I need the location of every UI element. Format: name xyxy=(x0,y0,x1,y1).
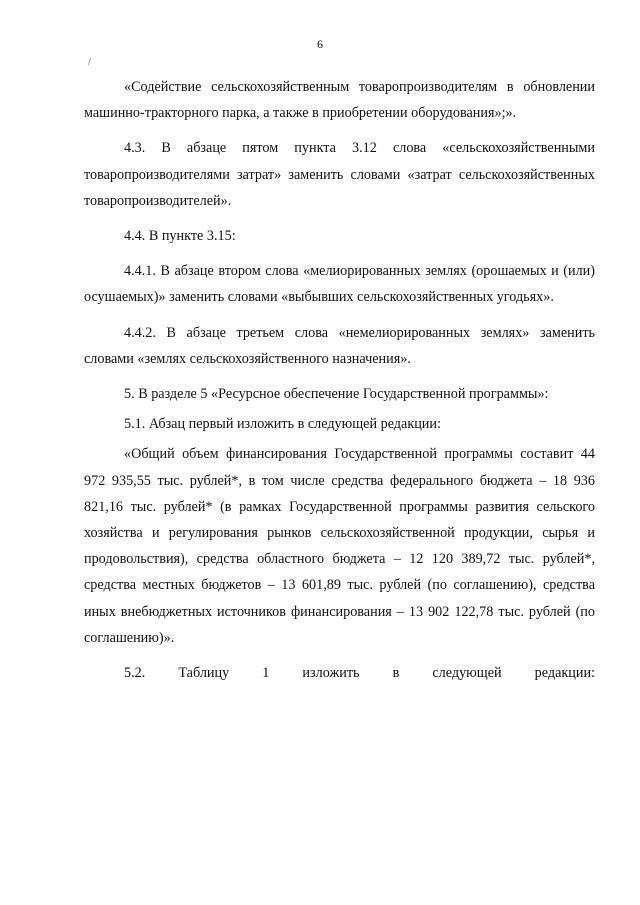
paragraph-5: 5. В разделе 5 «Ресурсное обеспечение Государственной программы»: xyxy=(124,386,549,403)
page-number: 6 xyxy=(317,37,323,51)
paragraph-4-4: 4.4. В пункте 3.15: xyxy=(124,228,236,245)
margin-mark: / xyxy=(88,56,92,68)
paragraph-4-4-2: 4.4.2. В абзаце третьем слова «немелиорированных землях» заменить словами «землях сельскохозяйственного назначения». xyxy=(84,324,595,367)
paragraph-4-3: 4.3. В абзаце пятом пункта 3.12 слова «сельскохозяйственными товаропроизводителями затрат» заменить словами «затрат сельскохозяйственных товаропроизводителей». xyxy=(84,140,595,209)
paragraph-intro-quote: «Содействие сельскохозяйственным товаропроизводителям в обновлении машинно-тракторного парка, а также в приобретении оборудования»;». xyxy=(84,79,595,122)
paragraph-5-1: 5.1. Абзац первый изложить в следующей редакции: xyxy=(124,416,441,433)
document-body xyxy=(84,74,595,695)
paragraph-funding-quote: «Общий объем финансирования Государственной программы составит 44 972 935,55 тыс. рублей*, в том числе средства федерального бюджета – 18 936 821,16 тыс. рублей* (в рамках Государственной программы развития сельского хозяйства и регулирования рынков сельскохозяйственной продукции, сырья и продовольствия), средства областного бюджета – 12 120 389,72 тыс. рублей*, средства местных бюджетов – 13 601,89 тыс. рублей (по соглашению), средства иных внебюджетных источников финансирования – 13 902 122,78 тыс. рублей (по соглашению)». xyxy=(84,446,595,646)
paragraph-5-2: 5.2. Таблицу 1 изложить в следующей редакции: xyxy=(124,665,595,682)
paragraph-4-4-1: 4.4.1. В абзаце втором слова «мелиорированных землях (орошаемых и (или) осушаемых)» заменить словами «выбывших сельскохозяйственных угодьях». xyxy=(84,263,595,306)
